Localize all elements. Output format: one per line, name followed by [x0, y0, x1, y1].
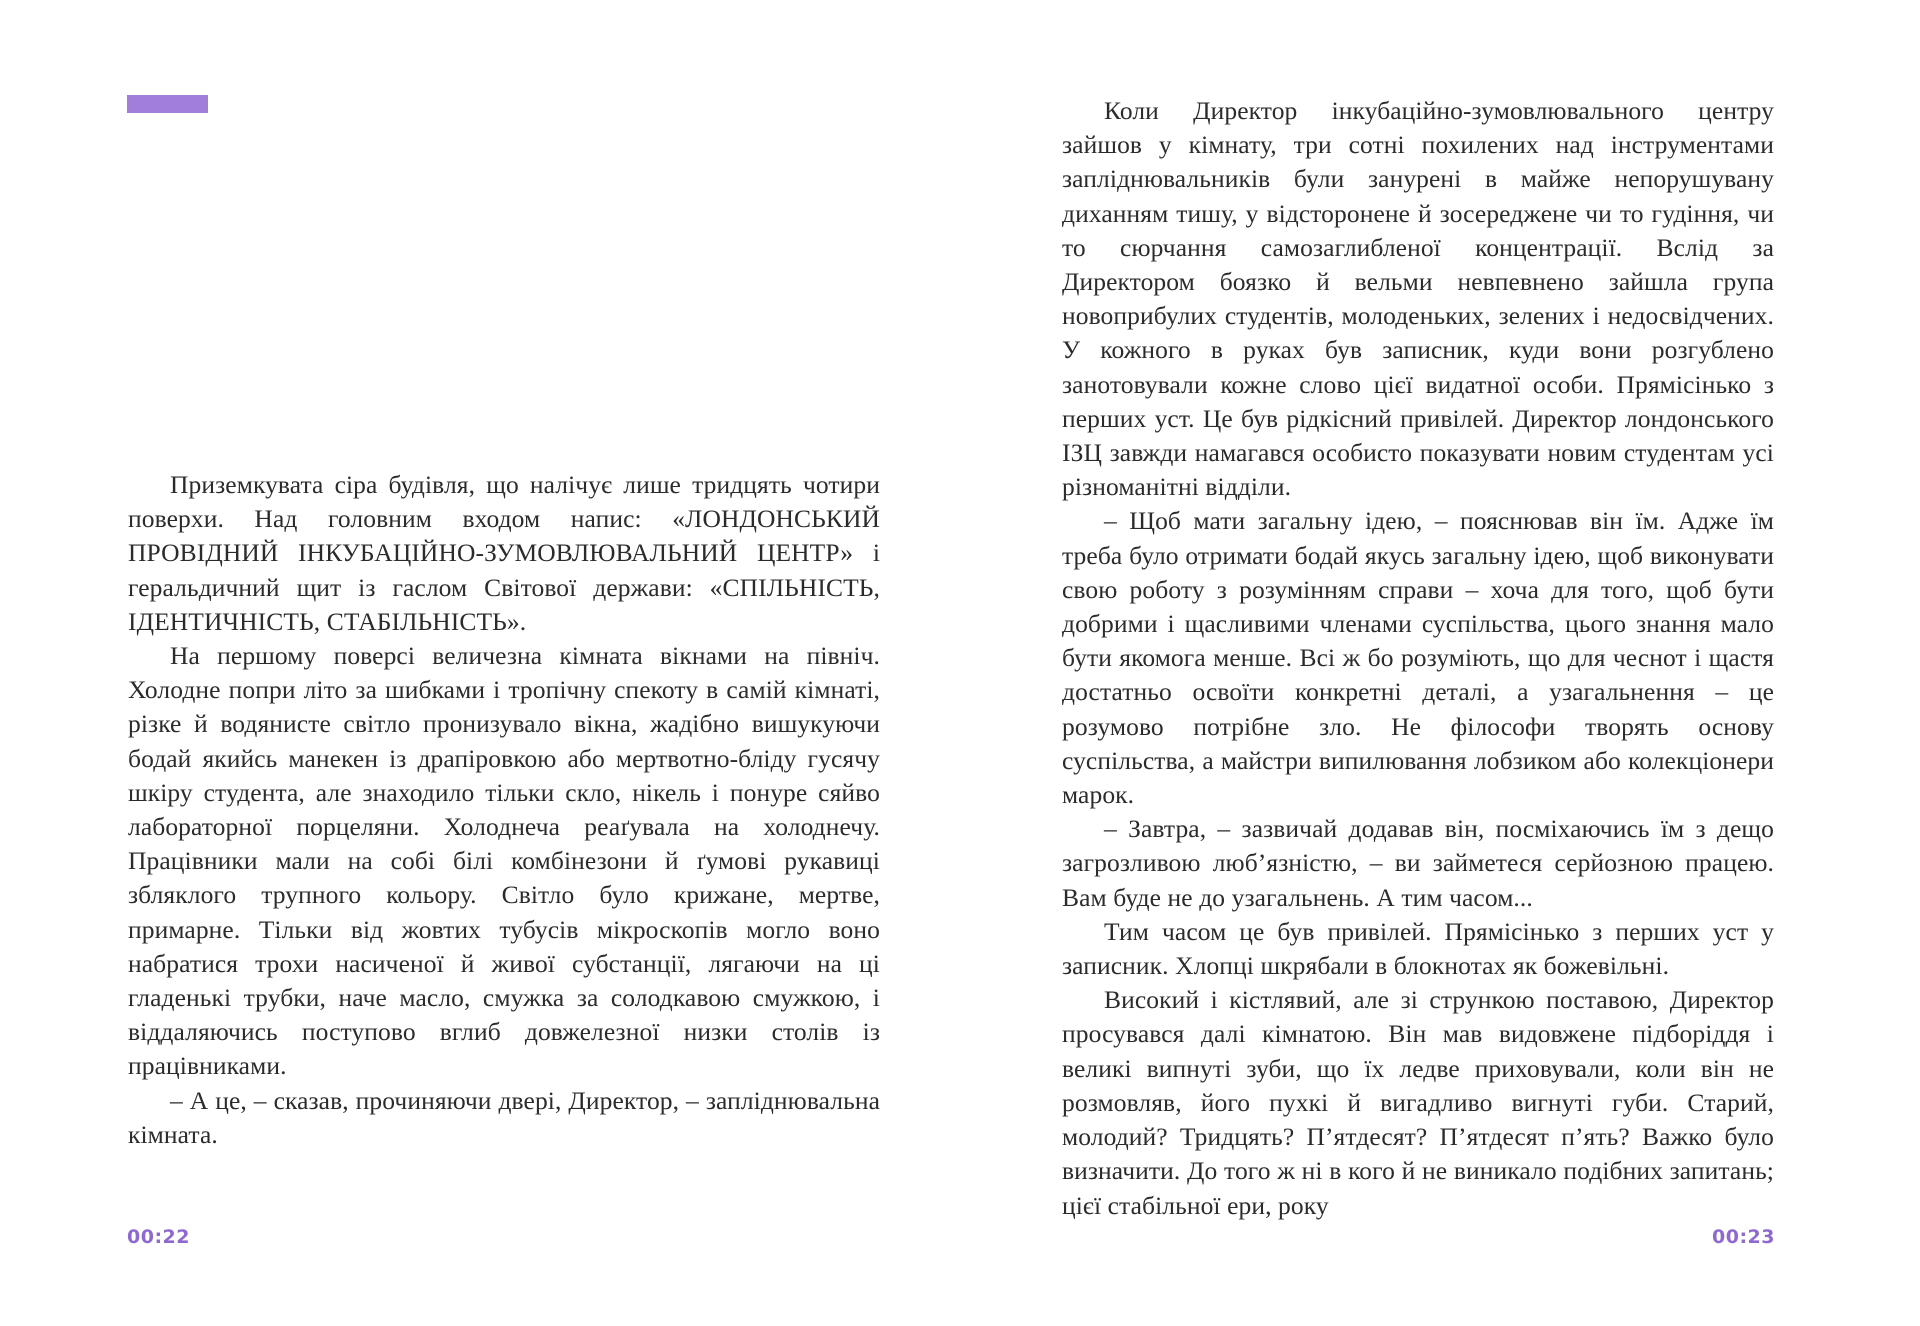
paragraph: – Завтра, – зазвичай додавав він, посміхаючись їм з дещо загрозливою люб’язністю, – ви займетеся серйозною працею. Вам буде не до узагальнень. А тим часом...	[1062, 814, 1774, 912]
paragraph: Високий і кістлявий, але зі стрункою поставою, Директор просувався далі кімнатою. Він мав видовжене підборіддя і великі випнуті зуби, що їх ледве приховували, коли він не розмовляв, його пухкі й вигадливо вигнуті губи. Старий, молодий? Тридцять? П’ятдесят? П’ятдесят п’ять? Важко було визначити. До того ж ні в кого й не виникало подібних запитань; цієї стабільної ери, року	[1062, 985, 1774, 1220]
right-page-text	[1062, 94, 1774, 1223]
chapter-accent-bar	[127, 95, 208, 113]
page-number-right: 00:23	[1712, 1226, 1775, 1248]
paragraph: На першому поверсі величезна кімната вікнами на північ. Холодне попри літо за шибками і тропічну спекоту в самій кімнаті, різке й водянисте світло пронизувало вікна, жадібно вишукуючи бодай якийсь манекен із драпіровкою або мертвотно-бліду гусячу шкіру студента, але знаходило тільки скло, нікель і понуре сяйво лабораторної порцеляни. Холоднеча реаґувала на холоднечу. Працівники мали на собі білі комбінезони й ґумові рукавиці збляклого трупного кольору. Світло було крижане, мертве, примарне. Тільки від жовтих тубусів мікроскопів могло воно набратися трохи насиченої й живої субстанції, лягаючи на ці гладенькі трубки, наче масло, смужка за солодкавою смужкою, і віддаляючись поступово вглиб довжелезної низки столів із працівниками.	[128, 641, 880, 1081]
paragraph: Тим часом це був привілей. Прямісінько з перших уст у записник. Хлопці шкрябали в блокнотах як божевільні.	[1062, 916, 1774, 981]
paragraph: – Щоб мати загальну ідею, – пояснював він їм. Адже їм треба було отримати бодай якусь загальну ідею, щоб виконувати свою роботу з розумінням справи – хоча для того, щоб бути добрими і щасливими членами суспільства, цього знання мало бути якомога менше. Всі ж бо розуміють, що для чеснот і щастя достатньо освоїти конкретні деталі, а узагальнення – це розумово потрібне зло. Не філософи творять основу суспільства, а майстри випилювання лобзиком або колекціонери марок.	[1062, 506, 1774, 810]
paragraph: Коли Директор інкубаційно-зумовлювального центру зайшов у кімнату, три сотні похилених над інструментами запліднювальників були занурені в майже непорушувану диханням тишу, у відсторонене й зосереджене чи то гудіння, чи то сюрчання самозаглибленої концентрації. Вслід за Директором боязко й вельми невпевнено зайшла група новоприбулих студентів, молоденьких, зелених і недосвідчених. У кожного в руках був записник, куди вони розгублено занотовували кожне слово цієї видатної особи. Прямісінько з перших уст. Це був рідкісний привілей. Директор лондонського ІЗЦ завжди намагався особисто показувати новим студентам усі різноманітні відділи.	[1062, 96, 1774, 502]
paragraph: – А це, – сказав, прочиняючи двері, Директор, – запліднювальна кімната.	[128, 1085, 880, 1149]
page-number-left: 00:22	[127, 1226, 190, 1248]
left-page-text	[128, 468, 880, 1152]
paragraph: Приземкувата сіра будівля, що налічує лише тридцять чотири поверхи. Над головним входом напис: «ЛОНДОНСЬКИЙ ПРОВІДНИЙ ІНКУБАЦІЙНО-ЗУМОВЛЮВАЛЬНИЙ ЦЕНТР» і геральдичний щит із гаслом Світової держави: «СПІЛЬНІСТЬ, ІДЕНТИЧНІСТЬ, СТАБІЛЬНІСТЬ».	[128, 470, 880, 636]
right-page	[960, 0, 1920, 1326]
